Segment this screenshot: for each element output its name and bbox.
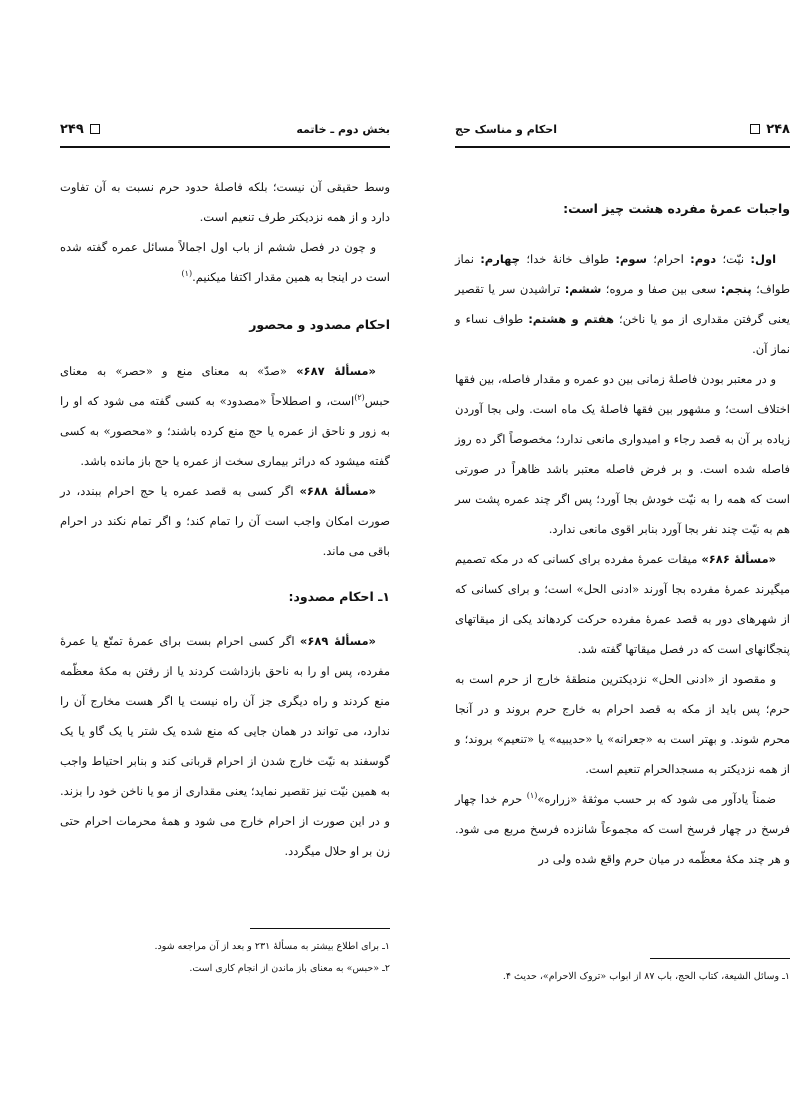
right-page-header bbox=[455, 118, 790, 140]
left-running-title: بخش دوم ـ خاتمه bbox=[296, 122, 390, 136]
right-footnote-rule bbox=[650, 958, 790, 959]
duty-label: چهارم: bbox=[480, 252, 521, 266]
duty-text: نیّت bbox=[726, 252, 745, 266]
para-adna-al-hill: و مقصود از «ادنی الحل» نزدیکترین منطقهٔ خارج از حرم است به حرم؛ پس باید از مکه به قصد احرام به خارج حرم بروند و در آنجا محرم شوند. و بهتر است به «جعرانه» یا «حدیبیه» یا «تنعیم» بروند؛ و از همه نزدیکتر به مسجدالحرام تنعیم است. bbox=[455, 672, 790, 776]
page-box-icon bbox=[90, 124, 100, 134]
right-footnote-1: ۱ـ وسائل الشیعة، کتاب الحج، باب ۸۷ از ابواب «تروک الاحرام»، حدیث ۴. bbox=[502, 971, 790, 982]
left-footnotes bbox=[60, 936, 390, 980]
left-page-number-group bbox=[60, 122, 100, 137]
para-zurara: ضمناً یادآور می شود که بر حسب موثقهٔ «زراره»$^{(۱)}$ حرم خدا چهار فرسخ در چهار فرسخ است که مجموعاً شانزده فرسخ مربع می شود. و هر چند مکهٔ معظّمه در میان حرم واقع شده ولی در bbox=[455, 791, 790, 866]
duty-text: طواف خانهٔ خدا bbox=[530, 252, 610, 266]
issue-686: «مسألهٔ ۶۸۶» میقات عمرهٔ مفرده برای کسانی که در مکه تصمیم میگیرند عمرهٔ مفرده بجا آورند «ادنی الحل» است؛ و برای کسانی که از شهرهای دور به قصد عمرهٔ مفرده حرکت کردهاند یکی از میقاتهای پنجگانهای است که در فصل میقاتها گفته شد. bbox=[455, 552, 790, 656]
section-heading-masdud-mahsur: احکام مصدود و محصور bbox=[249, 317, 390, 332]
footnote-ref-1: (۱) bbox=[526, 791, 538, 801]
duty-label: سوم: bbox=[615, 252, 647, 266]
left-footnote-rule bbox=[250, 928, 390, 929]
right-page-number: ۲۴۸ bbox=[766, 121, 790, 137]
duty-label: ششم: bbox=[564, 282, 602, 296]
section-heading-umrah-duties: واجبات عمرهٔ مفرده هشت چیز است: bbox=[563, 201, 790, 216]
left-footnote-2: ۲ـ «حبس» به معنای باز ماندن از انجام کاری است. bbox=[189, 963, 390, 974]
footnote-ref-2: (۲) bbox=[354, 393, 365, 403]
issue-688-label: «مسألهٔ ۶۸۸» bbox=[299, 484, 377, 498]
left-para-continuation: وسط حقیقی آن نیست؛ بلکه فاصلهٔ حدود حرم نسبت به آن تفاوت دارد و از همه نزدیکتر طرف تنعیم است. bbox=[60, 180, 390, 224]
right-page bbox=[455, 0, 790, 1100]
issue-687: «مسألهٔ ۶۸۷» «صدّ» به معنای منع و «حصر» به معنای حبس$^{(۲)}$است، و اصطلاحاً «مصدود» به کسی گفته می شود که او را به زور و ناحق از عمره یا حج منع کرده باشند؛ و «محصور» به کسی گفته میشود که دراثر بیماری سخت از عمره یا حج باز مانده باشد. bbox=[60, 364, 390, 468]
duty-label: هفتم و هشتم: bbox=[528, 312, 615, 326]
right-header-rule bbox=[455, 146, 790, 148]
issue-687-label: «مسألهٔ ۶۸۷» bbox=[296, 364, 376, 378]
para-interval: و در معتبر بودن فاصلهٔ زمانی بین دو عمره و مقدار فاصله، بین فقها اختلاف است؛ و مشهور بین فقها فاصلهٔ یک ماه است. ولی بجا آوردن زیاده بر آن به قصد رجاء و امیدواری مانعی ندارد؛ مخصوصاً اگر ده روز فاصله شده است. و بر فرض فاصله معتبر باشد ظاهراً در صورتی است که همه را به نیّت خودش بجا آورد؛ پس اگر چند عمره پشت سر هم به نیّت چند نفر بجا آورد بنابر اقوی مانعی ندارد. bbox=[455, 372, 790, 536]
right-page-number-group bbox=[750, 122, 790, 137]
duty-label: پنجم: bbox=[720, 282, 752, 296]
left-page-header bbox=[60, 118, 390, 140]
left-body bbox=[60, 172, 390, 866]
right-running-title: احکام و مناسک حج bbox=[455, 122, 557, 136]
duties-list: اول: نیّت؛ دوم: احرام؛ سوم: طواف خانهٔ خدا؛ چهارم: نماز طواف؛ پنجم: سعی بین صفا و مروه؛ ششم: تراشیدن سر یا تقصیر یعنی گرفتن مقداری از مو یا ناخن؛ هفتم و هشتم: طواف نساء و نماز آن. bbox=[455, 252, 790, 356]
issue-688: «مسألهٔ ۶۸۸» اگر کسی به قصد عمره یا حج احرام ببندد، در صورت امکان واجب است آن را تمام کند؛ و اگر تمام نکند در احرام باقی می ماند. bbox=[60, 484, 390, 558]
page-box-icon bbox=[750, 124, 760, 134]
left-page-number: ۲۴۹ bbox=[60, 121, 84, 137]
left-page bbox=[60, 0, 390, 1100]
duty-text: تراشیدن سر یا تقصیر یعنی گرفتن مقداری از مو یا ناخن bbox=[455, 282, 790, 326]
issue-686-label: «مسألهٔ ۶۸۶» bbox=[701, 552, 776, 566]
issue-689: «مسألهٔ ۶۸۹» اگر کسی احرام بست برای عمرهٔ تمتّع یا عمرهٔ مفرده، پس او را به ناحق بازداشت کردند یا از رفتن به مکهٔ معظّمه منع کردند و راه دیگری جز آن راه نیست یا اگر هست مخارج آن را ندارد، می تواند در همان جایی که منع شده یک شتر یا یک گاو یا یک گوسفند به نیّت خارج شدن از احرام قربانی کند و بنابر احتیاط واجب به همین نیّت نیز تقصیر نماید؛ یعنی مقداری از مو یا ناخن خود را بزند. و در این صورت از احرام خارج می شود و همهٔ محرمات احرام حتی زن بر او حلال میگردد. bbox=[60, 634, 390, 858]
duty-text: احرام bbox=[656, 252, 684, 266]
footnote-ref-1: (۱) bbox=[181, 269, 193, 279]
subheading-masdud: ۱ـ احکام مصدود: bbox=[288, 589, 390, 604]
left-header-rule bbox=[60, 146, 390, 148]
right-body bbox=[455, 194, 790, 874]
duty-label: اول: bbox=[750, 252, 777, 266]
duty-text: سعی بین صفا و مروه bbox=[609, 282, 717, 296]
issue-689-label: «مسألهٔ ۶۸۹» bbox=[299, 634, 376, 648]
right-footnotes bbox=[455, 966, 790, 988]
duty-text: طواف نساء و نماز آن. bbox=[455, 312, 790, 356]
duty-text: نماز طواف bbox=[455, 252, 790, 296]
duty-label: دوم: bbox=[690, 252, 717, 266]
left-para-reference: و چون در فصل ششم از باب اول اجمالاً مسائل عمره گفته شده است در اینجا به همین مقدار اکتفا میکنیم.$^{(۱)}$ bbox=[60, 240, 390, 284]
left-footnote-1: ۱ـ برای اطلاع بیشتر به مسألهٔ ۲۳۱ و بعد از آن مراجعه شود. bbox=[154, 941, 390, 952]
